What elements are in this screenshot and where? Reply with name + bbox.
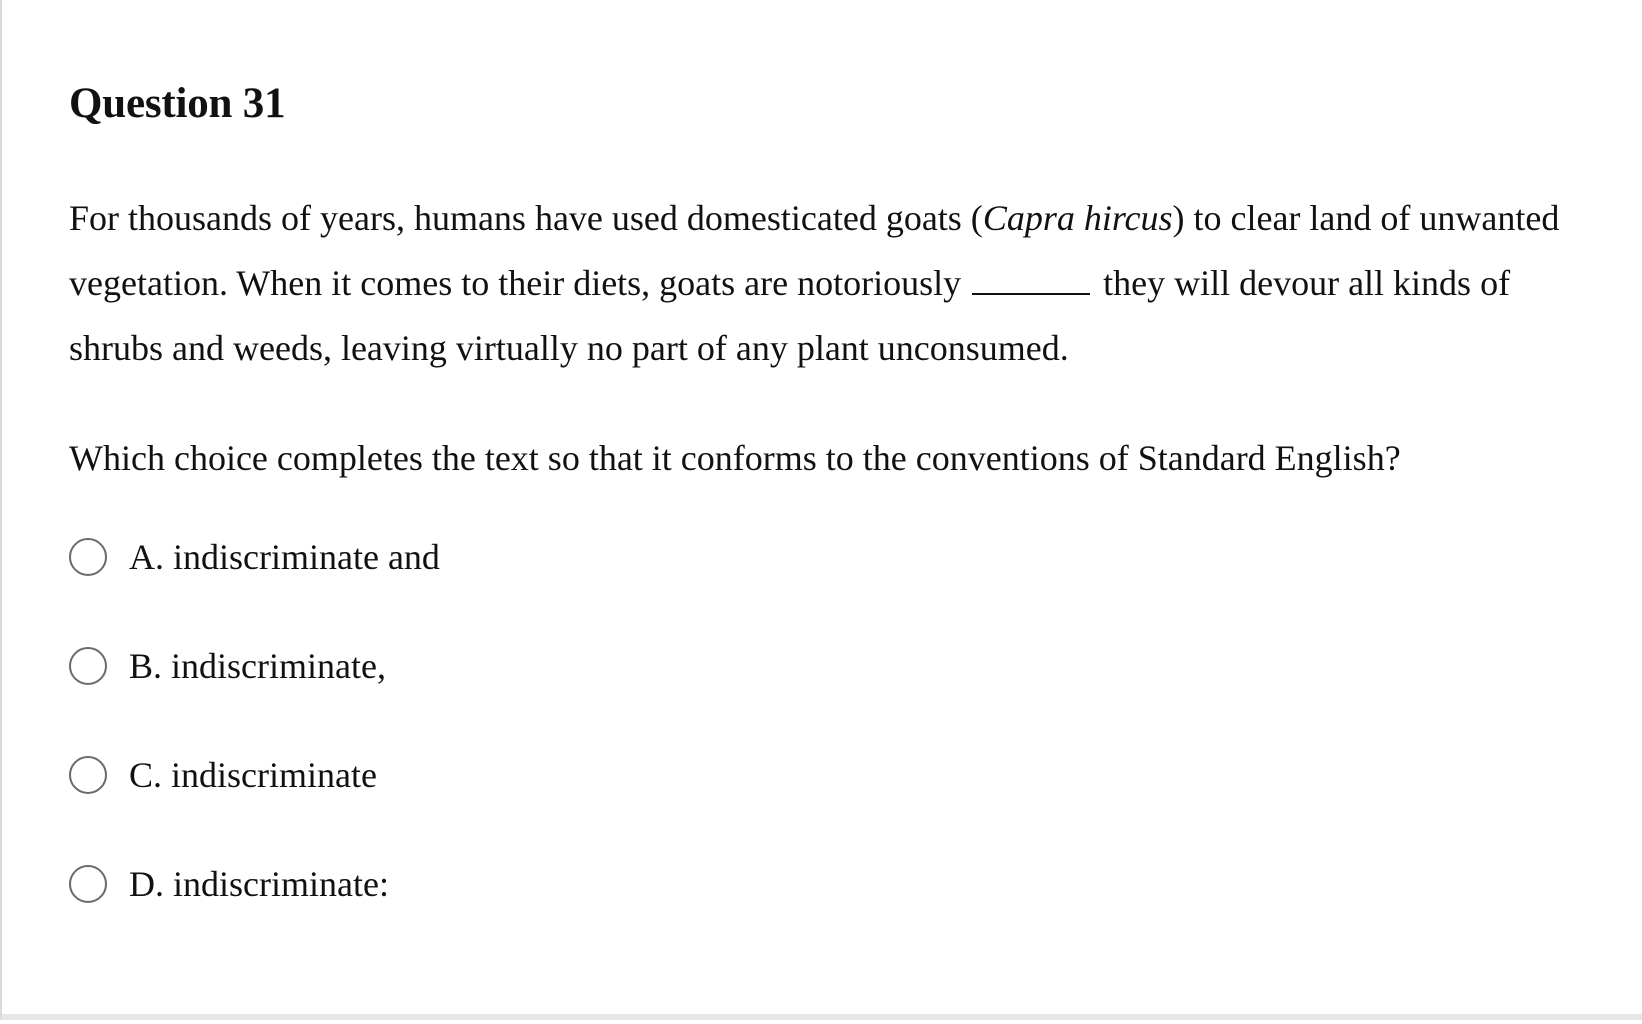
passage-text-part3: they will devour all kinds of shrubs and weeds, leaving virtually no part of any plant unconsumed. [69,262,1511,368]
radio-button-icon[interactable] [69,647,107,685]
answer-choices [69,534,1609,907]
radio-button-icon[interactable] [69,756,107,794]
radio-button-icon[interactable] [69,865,107,903]
choice-c[interactable] [69,752,1609,798]
question-title: Question 31 [69,80,286,127]
passage-italic-species: Capra hircus [982,197,1173,238]
choice-d-label[interactable]: D. indiscriminate: [129,863,389,904]
radio-button-icon[interactable] [69,538,107,576]
choice-a[interactable] [69,534,1609,580]
answer-blank [972,265,1090,295]
choice-c-label[interactable]: C. indiscriminate [129,754,377,795]
choice-b[interactable] [69,643,1609,689]
passage-text-part1: For thousands of years, humans have used domesticated goats ( [69,197,983,238]
choice-b-label[interactable]: B. indiscriminate, [129,645,386,686]
passage-text-part2: ) to clear land of unwanted vegetation. When it comes to their diets, goats are notoriously [69,197,1560,303]
choice-d[interactable] [69,861,1609,907]
question-passage [69,186,1609,381]
choice-a-label[interactable]: A. indiscriminate and [129,536,440,577]
question-content [69,78,1609,970]
question-prompt: Which choice completes the text so that it conforms to the conventions of Standard English? [69,437,1401,478]
